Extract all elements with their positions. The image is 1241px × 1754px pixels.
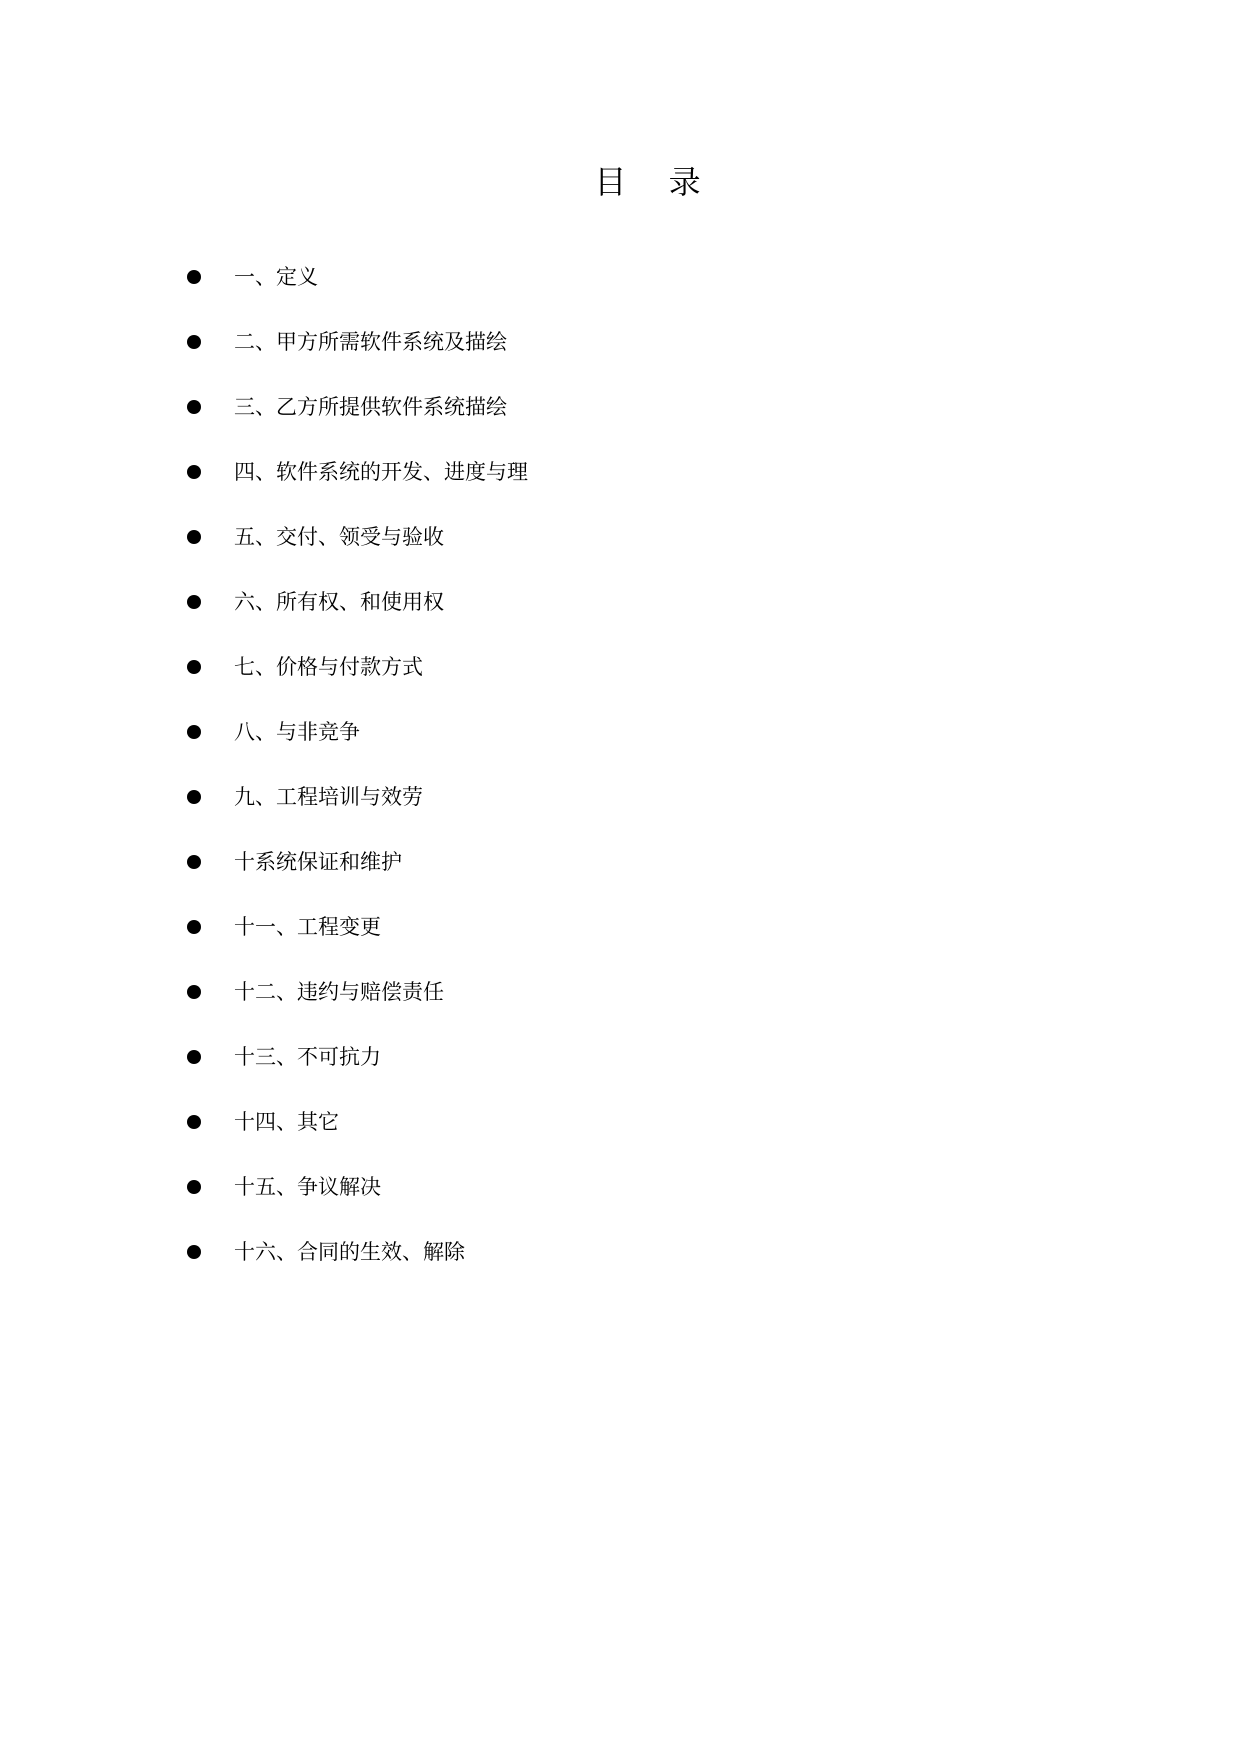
bullet-icon [187,1245,201,1259]
bullet-icon [187,530,201,544]
bullet-icon [187,1180,201,1194]
bullet-icon [187,660,201,674]
bullet-icon [187,855,201,869]
bullet-icon [187,725,201,739]
toc-item-label: 十二、违约与赔偿责任 [234,979,444,1004]
toc-item-label: 十六、合同的生效、解除 [234,1239,465,1264]
bullet-icon [187,400,201,414]
bullet-icon [187,270,201,284]
bullet-icon [187,1050,201,1064]
toc-item-label: 十四、其它 [234,1109,339,1134]
toc-item-label: 十系统保证和维护 [234,849,402,874]
toc-item-label: 五、交付、领受与验收 [234,524,444,549]
toc-item [187,829,528,894]
toc-item [187,959,528,1024]
toc-item [187,504,528,569]
toc-item [187,309,528,374]
toc-item [187,569,528,634]
toc-item [187,439,528,504]
bullet-icon [187,985,201,999]
toc-item-label: 九、工程培训与效劳 [234,784,423,809]
bullet-icon [187,335,201,349]
toc-item [187,244,528,309]
bullet-icon [187,1115,201,1129]
page-title: 目 录 [594,163,717,201]
toc-item-label: 一、定义 [234,264,318,289]
toc-item [187,1089,528,1154]
table-of-contents [187,244,528,1284]
toc-item [187,1024,528,1089]
toc-item-label: 十五、争议解决 [234,1174,381,1199]
toc-item-label: 三、乙方所提供软件系统描绘 [234,394,507,419]
bullet-icon [187,595,201,609]
bullet-icon [187,790,201,804]
toc-item-label: 十一、工程变更 [234,914,381,939]
toc-item [187,1219,528,1284]
bullet-icon [187,465,201,479]
toc-item-label: 七、价格与付款方式 [234,654,423,679]
toc-item [187,634,528,699]
toc-item-label: 四、软件系统的开发、进度与理 [234,459,528,484]
toc-item-label: 二、甲方所需软件系统及描绘 [234,329,507,354]
toc-item-label: 八、与非竞争 [234,719,360,744]
toc-item [187,374,528,439]
toc-item [187,894,528,959]
bullet-icon [187,920,201,934]
toc-item-label: 六、所有权、和使用权 [234,589,444,614]
toc-item [187,699,528,764]
toc-item [187,764,528,829]
toc-item [187,1154,528,1219]
toc-item-label: 十三、不可抗力 [234,1044,381,1069]
